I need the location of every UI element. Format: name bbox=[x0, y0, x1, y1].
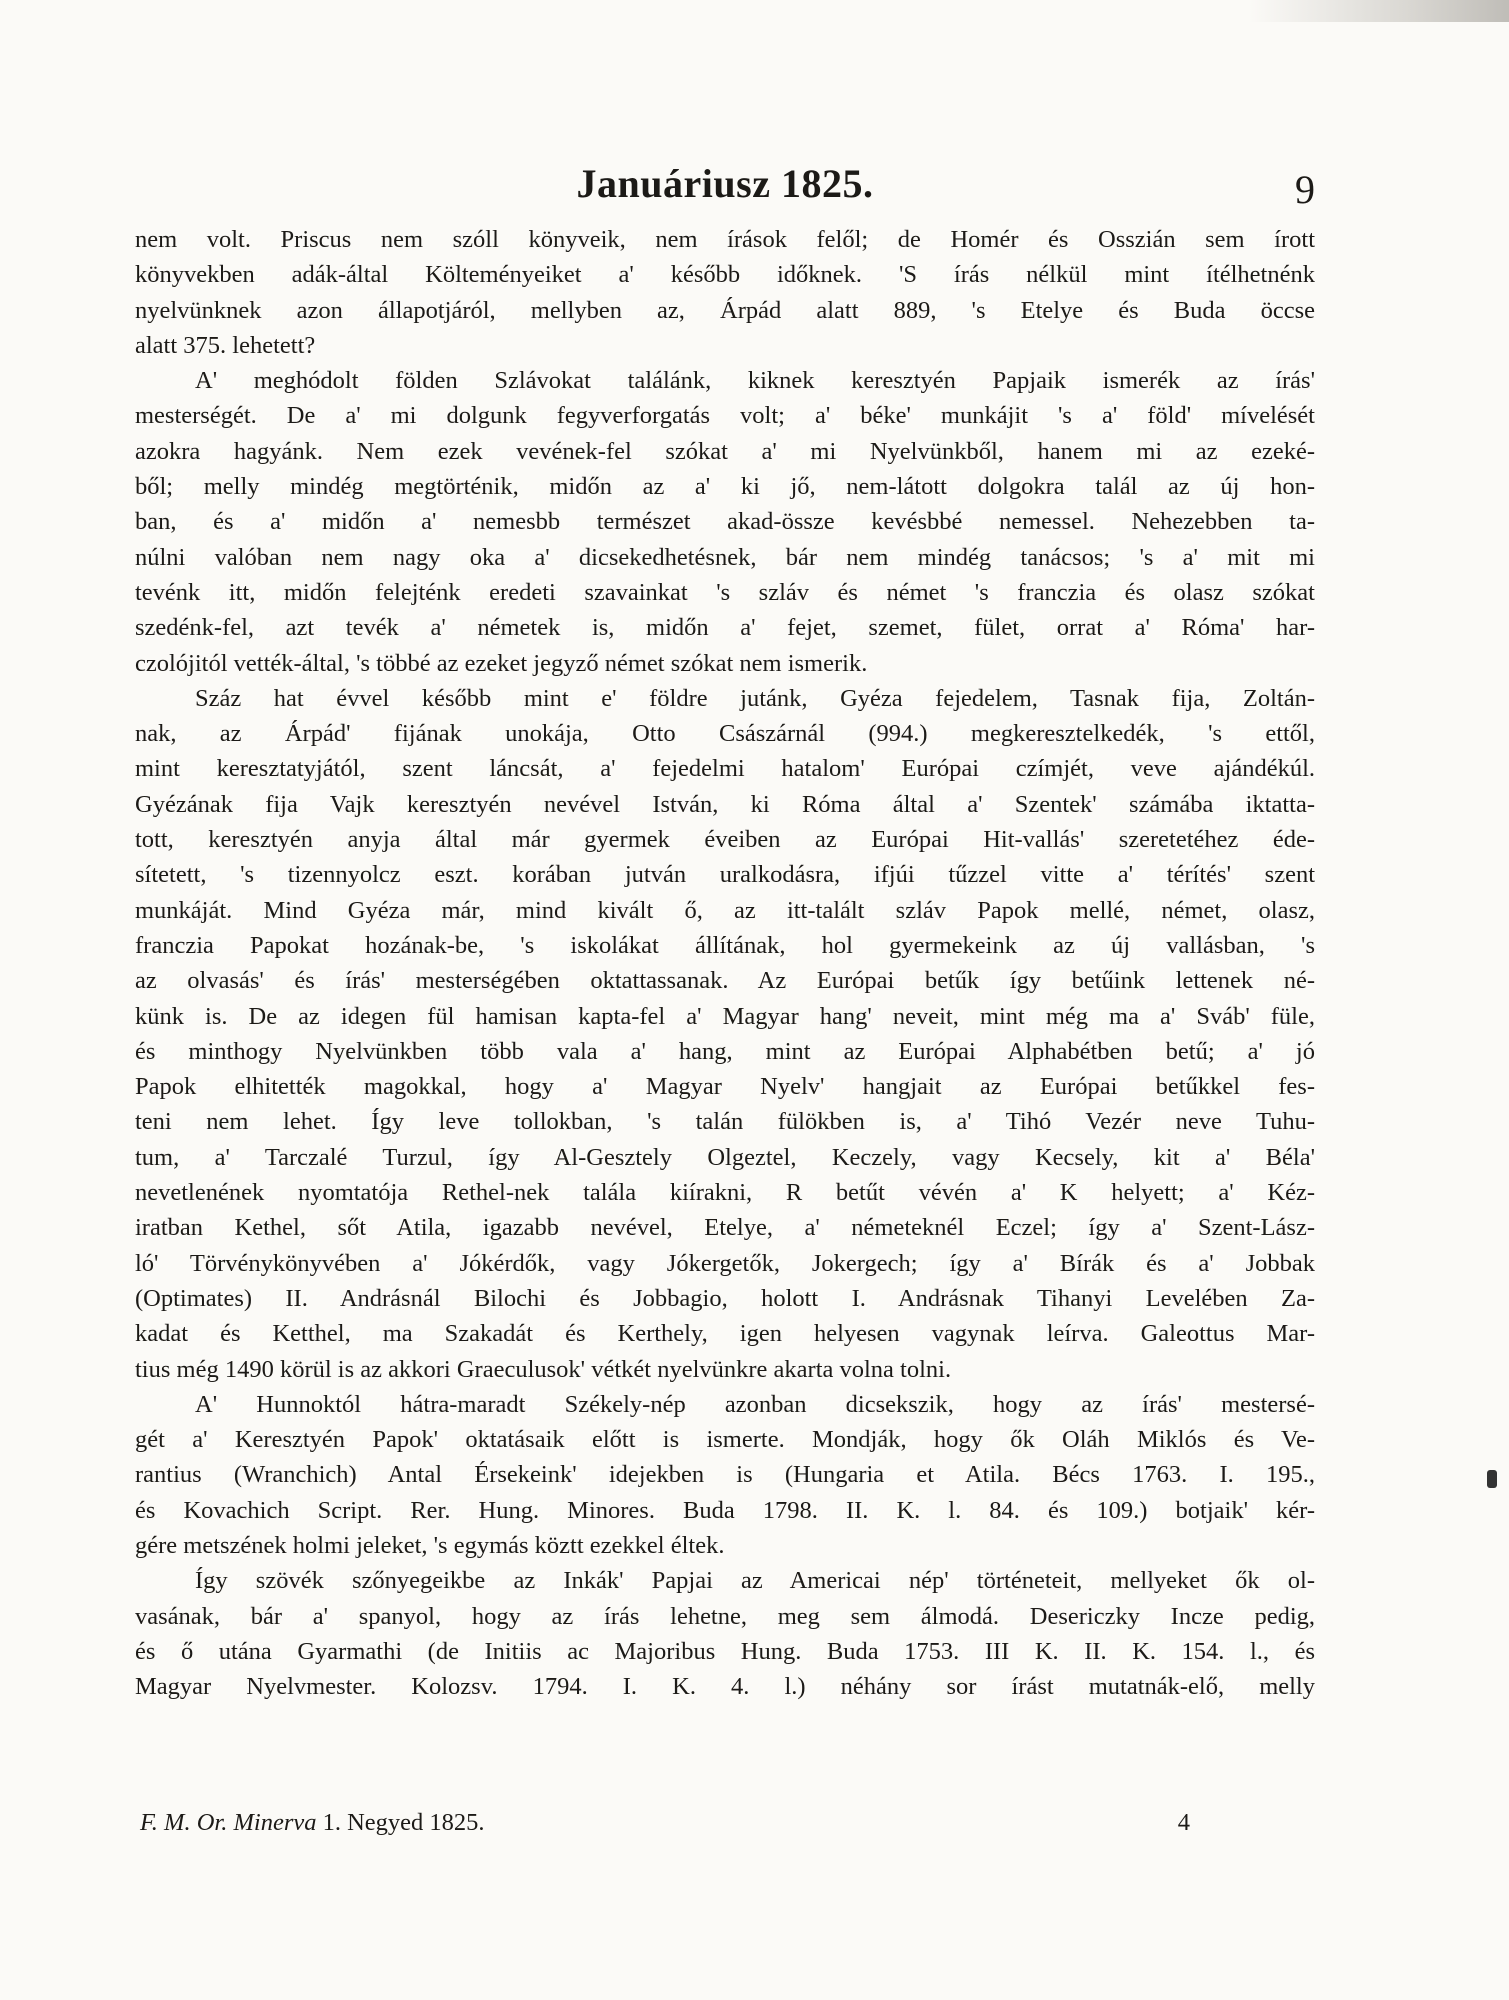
text-line: iratban Kethel, sőt Atila, igazabb nevével, Etelye, a' németeknél Eczel; így a' Szent-Lász- bbox=[135, 1214, 1315, 1242]
text-line: A' meghódolt földen Szlávokat találánk, kiknek keresztyén Papjaik ismerék az írás' bbox=[195, 367, 1315, 395]
signature-text: F. M. Or. Minerva bbox=[140, 1809, 317, 1836]
text-line: ló' Törvénykönyvében a' Jókérdők, vagy Jókergetők, Jokergech; így a' Bírák és a' Jobbak bbox=[135, 1249, 1315, 1277]
page-header bbox=[135, 160, 1315, 210]
text-line: rantius (Wranchich) Antal Érsekeink' idejekben is (Hungaria et Atila. Bécs 1763. I. 195., bbox=[135, 1461, 1315, 1489]
text-line: franczia Papokat hozának-be, 's iskolákat állítának, hol gyermekeink az új vallásban, 's bbox=[135, 931, 1315, 959]
text-line: mesterségét. De a' mi dolgunk fegyverforgatás volt; a' béke' munkájit 's a' föld' mívelését bbox=[135, 402, 1315, 430]
margin-ink-mark bbox=[1487, 1470, 1497, 1488]
text-line: sítetett, 's tizennyolcz eszt. korában jutván uralkodásra, ifjúi tűzzel vitte a' térítés' szent bbox=[135, 861, 1315, 889]
text-line: munkáját. Mind Gyéza már, mind kivált ő, az itt-talált szláv Papok mellé, német, olasz, bbox=[135, 896, 1315, 924]
running-title: Januáriusz 1825. bbox=[576, 161, 874, 206]
text-line: Száz hat évvel később mint e' földre jutánk, Gyéza fejedelem, Tasnak fija, Zoltán- bbox=[195, 684, 1315, 712]
text-line: gére metszének holmi jeleket, 's egymás köztt ezekkel éltek. bbox=[135, 1531, 725, 1559]
text-line: ban, és a' midőn a' nemesbb természet akad-össze kevésbbé nemessel. Nehezebben ta- bbox=[135, 508, 1315, 536]
text-line: és Kovachich Script. Rer. Hung. Minores. Buda 1798. II. K. l. 84. és 109.) botjaik' kér- bbox=[135, 1496, 1315, 1524]
signature-issue: 1. Negyed 1825. bbox=[322, 1809, 485, 1836]
text-line: teni nem lehet. Így leve tollokban, 's talán fülökben is, a' Tihó Vezér neve Tuhu- bbox=[135, 1108, 1315, 1136]
text-line: szedénk-fel, azt tevék a' németek is, midőn a' fejet, szemet, fület, orrat a' Róma' har- bbox=[135, 614, 1315, 642]
text-line: Így szövék szőnyegeikbe az Inkák' Papjai az Americai nép' történeteit, mellyeket ők ol- bbox=[195, 1567, 1315, 1595]
text-line: azokra hagyánk. Nem ezek vevének-fel szókat a' mi Nyelvünkből, hanem mi az ezeké- bbox=[135, 437, 1315, 465]
text-line: nyelvünknek azon állapotjáról, mellyben az, Árpád alatt 889, 's Etelye és Buda öccse bbox=[135, 296, 1315, 324]
text-line: vasának, bár a' spanyol, hogy az írás lehetne, meg sem álmodá. Desericzky Incze pedig, bbox=[135, 1602, 1315, 1630]
text-line: czolójitól vették-által, 's többé az ezeket jegyző német szókat nem ismerik. bbox=[135, 649, 868, 677]
text-line: A' Hunnoktól hátra-maradt Székely-nép azonban dicsekszik, hogy az írás' mestersé- bbox=[195, 1390, 1315, 1418]
text-line: nem volt. Priscus nem szóll könyveik, nem írások felől; de Homér és Osszián sem írott bbox=[135, 226, 1315, 253]
text-line: nevetlenének nyomtatója Rethel-nek talála kiírakni, R betűt vévén a' K helyett; a' Kéz- bbox=[135, 1179, 1315, 1207]
text-line: tevénk itt, midőn felejténk eredeti szavainkat 's szláv és német 's franczia és olasz szókat bbox=[135, 578, 1315, 606]
body-text bbox=[135, 222, 1315, 1704]
text-line: alatt 375. lehetett? bbox=[135, 331, 316, 359]
text-line: kadat és Ketthel, ma Szakadát és Kerthely, igen helyesen vagynak leírva. Galeottus Mar- bbox=[135, 1320, 1315, 1348]
text-line: (Optimates) II. Andrásnál Bilochi és Jobbagio, holott I. Andrásnak Tihanyi Levelében Za- bbox=[135, 1284, 1315, 1312]
page-footer bbox=[140, 1805, 1190, 1841]
text-line: és ő utána Gyarmathi (de Initiis ac Majoribus Hung. Buda 1753. III K. II. K. 154. l., és bbox=[135, 1637, 1315, 1665]
text-line: gét a' Keresztyén Papok' oktatásaik előtt is ismerte. Mondják, hogy ők Oláh Miklós és Ve- bbox=[135, 1426, 1315, 1454]
text-line: tott, keresztyén anyja által már gyermek éveiben az Európai Hit-vallás' szeretetéhez éde- bbox=[135, 826, 1315, 854]
text-line: Magyar Nyelvmester. Kolozsv. 1794. I. K. 4. l.) néhány sor írást mutatnák-elő, melly bbox=[135, 1673, 1315, 1701]
text-line: tius még 1490 körül is az akkori Graeculusok' vétkét nyelvünkre akarta volna tolni. bbox=[135, 1355, 952, 1383]
text-line: ből; melly mindég megtörténik, midőn az a' ki jő, nem-látott dolgokra talál az új hon- bbox=[135, 473, 1315, 501]
text-line: tum, a' Tarczalé Turzul, így Al-Gesztely Olgeztel, Keczely, vagy Kecsely, kit a' Béla' bbox=[135, 1143, 1315, 1171]
text-line: künk is. De az idegen fül hamisan kapta-fel a' Magyar hang' neveit, mint még ma a' Sváb' füle, bbox=[135, 1002, 1315, 1030]
page-number: 9 bbox=[1295, 167, 1315, 212]
printer-signature bbox=[140, 1805, 485, 1841]
text-line: mint keresztatyjától, szent láncsát, a' fejedelmi hatalom' Európai czímjét, veve ajándékúl. bbox=[135, 755, 1315, 783]
text-line: núlni valóban nem nagy oka a' dicsekedhetésnek, bár nem mindég tanácsos; 's a' mit mi bbox=[135, 543, 1315, 571]
text-line: Papok elhitették magokkal, hogy a' Magyar Nyelv' hangjait az Európai betűkkel fes- bbox=[135, 1073, 1315, 1101]
sheet-mark: 4 bbox=[1177, 1809, 1190, 1836]
text-line: könyvekben adák-által Költeményeiket a' később időknek. 'S írás nélkül mint ítélhetnénk bbox=[135, 261, 1315, 289]
text-line: az olvasás' és írás' mesterségében oktattassanak. Az Európai betűk így betűink lettenek né- bbox=[135, 967, 1315, 995]
page-edge-stain bbox=[1249, 0, 1509, 22]
text-line: nak, az Árpád' fijának unokája, Otto Császárnál (994.) megkeresztelkedék, 's ettől, bbox=[135, 720, 1315, 748]
text-line: Gyézának fija Vajk keresztyén nevével István, ki Róma által a' Szentek' számába iktatta- bbox=[135, 790, 1315, 818]
text-line: és minthogy Nyelvünkben több vala a' hang, mint az Európai Alphabétben betű; a' jó bbox=[135, 1037, 1315, 1065]
